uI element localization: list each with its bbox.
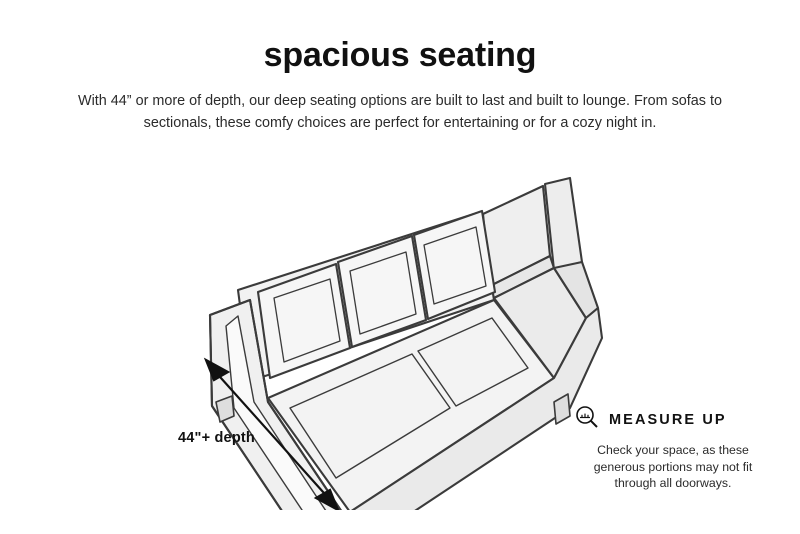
magnifier-ruler-icon	[574, 404, 600, 435]
measure-up-note-line-1: Check your space, as these	[597, 443, 749, 457]
measure-up-callout	[568, 404, 778, 492]
measure-up-title: MEASURE UP	[609, 411, 727, 428]
depth-dimension-label: 44"+ depth	[178, 430, 255, 446]
measure-up-note	[568, 442, 778, 492]
measure-up-note-line-2: generous portions may not fit	[593, 459, 753, 474]
measure-up-note-line-3: through all doorways.	[614, 476, 732, 490]
page-title: spacious seating	[263, 36, 537, 74]
description-text: With 44” or more of depth, our deep seating options are built to last and built to lounge. From sofas to sectionals, these comfy choices are perfect for entertaining or for a cozy night in.	[78, 93, 722, 131]
